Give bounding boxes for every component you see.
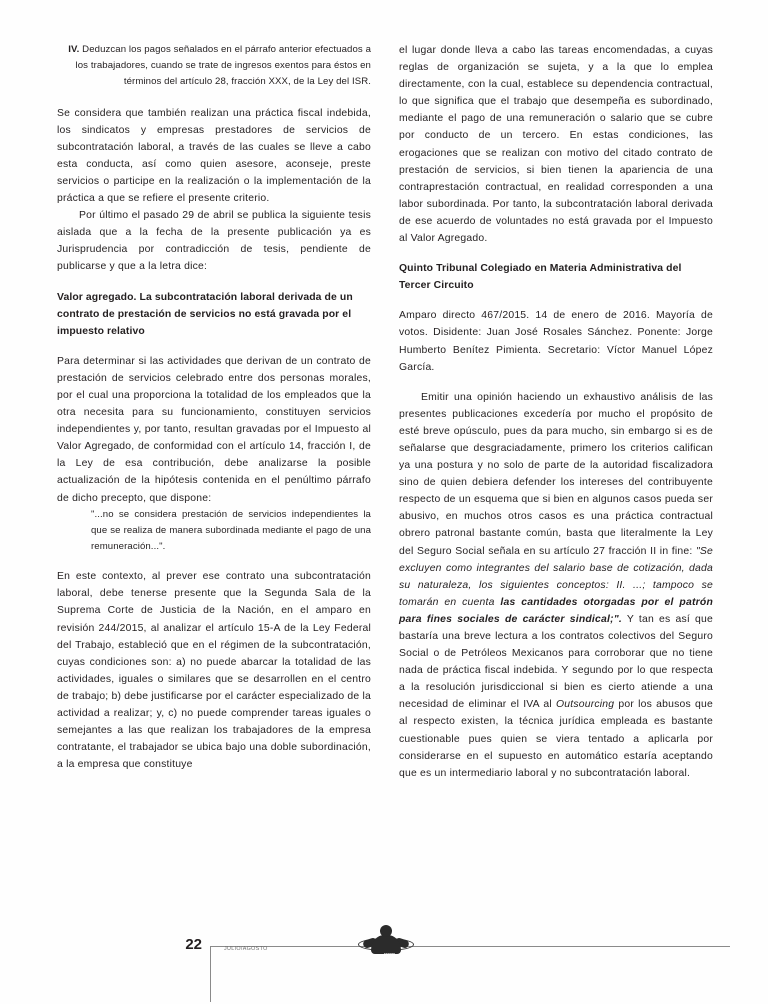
page-footer: [0, 930, 768, 1004]
closing-part-3: Y tan es así que bastaría una breve lectura a los contratos colectivos del Seguro Social o de Petróleos Mexicanos para corroborar que no tiene nada de práctica fiscal indebida. Y segundo por lo que respecta a la resolución jurisdiccional si bien es cierto atiende a una necesidad de eliminar el IVA al: [399, 613, 714, 711]
page-number: 22: [185, 936, 202, 953]
footer-divider-vertical: [210, 946, 211, 1002]
closing-part-1: "Se excluyen como integrantes del salario base de cotización, dada su naturaleza, los siguientes conceptos: II. ...; tampoco se tomarán en cuenta: [399, 545, 713, 608]
right-paragraph-continuation: el lugar donde lleva a cabo las tareas encomendadas, a cuyas reglas de organización se sujeta, y a la que lo emplea directamente, con la cual, establece su dependencia contractual, lo que significa que el trabajo que desempeña es subordinado, mediante el pago de una remuneración o salario que se cubre por conducto de un tercero. En estas condiciones, las erogaciones que se realizan con motivo del citado contrato de prestación de servicios, si bien tienen la apariencia de una contraprestación contractual, en realidad corresponden a una labor subordinada. Por tanto, la subcontratación laboral derivada de ese acuerdo de voluntades no está gravada por el Impuesto al Valor Agregado.: [399, 45, 713, 245]
footer-divider: [210, 946, 730, 947]
fraction-numeral: IV.: [68, 44, 80, 55]
left-paragraph-2: Por último el pasado 29 de abril se publica la siguiente tesis aislada que a la fecha de la presente publicación ya es Jurisprudencia por contradicción de tesis, pendiente de publicarse y que a la letra dice:: [57, 210, 371, 273]
fraction-paragraph: [57, 42, 371, 91]
organization-logo-icon: [358, 924, 414, 964]
closing-part-0: Emitir una opinión haciendo un exhaustivo análisis de las presentes publicaciones excedería por mucho el propósito de esté breve opúsculo, pues da para mucho, sin embargo si es de señalarse que desgraciadamente, primero los criterios califican ya una postura y no solo de parte de la autoridad fiscalizadora sino de quien debiera defender los intereses del contribuyente respecto de un esquema que si bien en algunos casos pueda ser abusivo, en muchos otros casos es una práctica contractual obrero patronal bastante común, basta que literalmente la Ley del Seguro Social señala en su artículo 27 fracción II in fine:: [399, 391, 713, 557]
footer-issue-label: JULIO/AGOSTO: [224, 946, 268, 952]
right-column: [399, 42, 713, 782]
fraction-text: Deduzcan los pagos señalados en el párrafo anterior efectuados a los trabajadores, cuando se trate de ingresos exentos para éstos en términos del artículo 28, fracción XXX, de la Ley del ISR.: [75, 44, 371, 88]
closing-commentary: [399, 389, 713, 782]
logo-head-shape: [380, 925, 392, 937]
closing-part-5: por los abusos que al respecto existen, la técnica jurídica empleada es bastante cuestionable pues quien se viera tentado a aplicarla por considerarse en el supuesto en automático estaría aceptando que es un intermediario laboral y no subcontratación laboral.: [399, 699, 713, 779]
court-heading: Quinto Tribunal Colegiado en Materia Administrativa del Tercer Circuito: [399, 263, 682, 292]
thesis-title: Valor agregado. La subcontratación laboral derivada de un contrato de prestación de servicios no está gravada por el impuesto relativo: [57, 291, 353, 337]
logo-label: IMCP: [384, 952, 396, 957]
closing-part-2: las cantidades otorgadas por el patrón para fines sociales de carácter sindical;".: [399, 596, 713, 625]
case-reference: Amparo directo 467/2015. 14 de enero de 2016. Mayoría de votos. Disidente: Juan José Rosales Sánchez. Ponente: Jorge Humberto Benítez Pimienta. Secretario: Víctor Manuel López García.: [399, 310, 713, 373]
thesis-continuation: En este contexto, al prever ese contrato una subcontratación laboral, debe tenerse presente que la Segunda Sala de la Suprema Corte de Justicia de la Nación, en el amparo en revisión 244/2015, al analizar el artículo 15-A de la Ley Federal del Trabajo, estableció que en el régimen de la subcontratación, cuyas condiciones son: a) no puede abarcar la totalidad de las actividades, iguales o similares que se desarrollen en el centro de trabajo; b) debe justificarse por el carácter especializado de la actividad a realizar; y, c) no puede comprender tareas iguales o semejantes a las que realizan los trabajadores de la empresa contratante, el trabajador se ubica bajo una doble subordinación, a la empresa que constituye: [57, 571, 371, 771]
thesis-body: Para determinar si las actividades que derivan de un contrato de prestación de servicios celebrado entre dos personas morales, por el cual una proporciona la totalidad de los empleados que la otra necesita para su funcionamiento, constituyen servicios independientes y, por tanto, resultan gravadas por el Impuesto al Valor Agregado, de conformidad con el artículo 14, fracción I, de la Ley de esa contribución, debe analizarse la posible actualización de la hipótesis contenida en el penúltimo párrafo de dicho precepto, que dispone:: [57, 355, 371, 504]
closing-part-4: Outsourcing: [555, 699, 615, 711]
left-column: [57, 42, 371, 782]
thesis-quote: "...no se considera prestación de servicios independientes la que se realiza de manera subordinada mediante el pago de una remuneración...".: [91, 508, 371, 553]
two-column-body: [57, 42, 713, 782]
left-paragraph-1: Se considera que también realizan una práctica fiscal indebida, los sindicatos y empresas prestadores de servicios de subcontratación laboral, a través de las cuales se lleve a cabo esta conducta, así como quien asesore, aconseje, preste servicios o participe en la realización o la implementación de la práctica a que se refiere el presente criterio.: [57, 107, 371, 205]
